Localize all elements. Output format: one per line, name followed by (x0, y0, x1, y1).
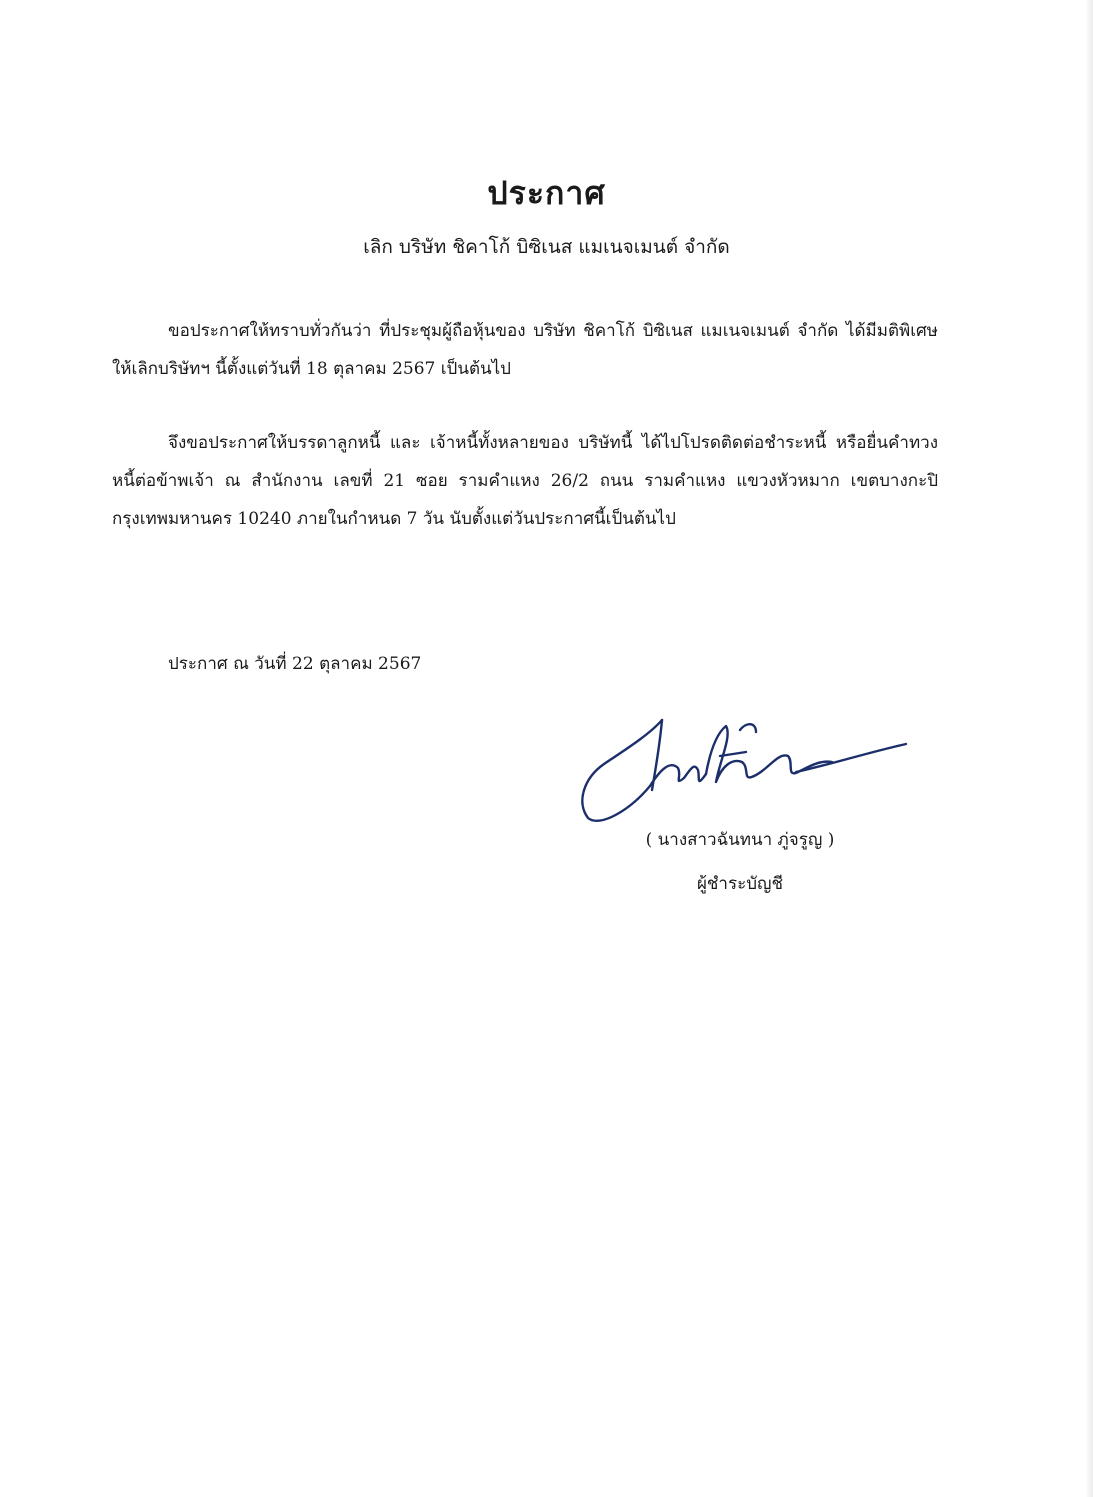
notice-title: ประกาศ (487, 174, 606, 212)
notice-subtitle: เลิก บริษัท ชิคาโก้ บิซิเนส แมเนจเมนต์ จำกัด (363, 236, 730, 258)
notice-paragraph-1: ขอประกาศให้ทราบทั่วกันว่า ที่ประชุมผู้ถือหุ้นของ บริษัท ชิคาโก้ บิซิเนส แมเนจเมนต์ จำกัด ได้มีมติพิเศษให้เลิกบริษัทฯ นี้ตั้งแต่วันที่ 18 ตุลาคม 2567 เป็นต้นไป (112, 321, 938, 379)
handwritten-signature (570, 712, 910, 832)
page-edge (1085, 0, 1093, 1497)
signer-position: ผู้ชำระบัญชี (696, 874, 784, 894)
notice-paragraph-2: จึงขอประกาศให้บรรดาลูกหนี้ และ เจ้าหนี้ทั้งหลายของ บริษัทนี้ ได้ไปโปรดติดต่อชำระหนี้ หรือยื่นคำทวงหนี้ต่อข้าพเจ้า ณ สำนักงาน เลขที่ 21 ซอย รามคำแหง 26/2 ถนน รามคำแหง แขวงหัวหมาก เขตบางกะปิ กรุงเทพมหานคร 10240 ภายในกำหนด 7 วัน นับตั้งแต่วันประกาศนี้เป็นต้นไป (112, 433, 938, 529)
notice-date-line: ประกาศ ณ วันที่ 22 ตุลาคม 2567 (168, 654, 422, 674)
signer-name: ( นางสาวฉันทนา ภู่จรูญ ) (645, 830, 835, 850)
